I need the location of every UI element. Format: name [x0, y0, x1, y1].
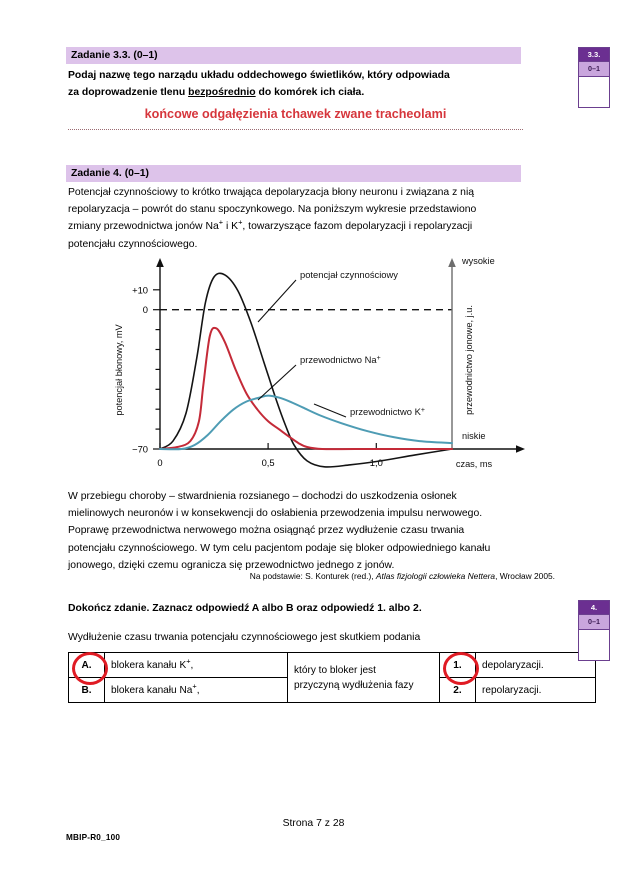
right-axis-high-label: wysokie [462, 256, 495, 266]
callout-line-sodium [258, 365, 296, 400]
curve-sodium-conductance [160, 328, 452, 449]
source-title: Atlas fizjologii człowieka Nettera [375, 571, 496, 581]
exam-sheet-code: MBIP-R0_100 [66, 833, 121, 842]
middle-clause-line-2: przyczyną wydłużenia fazy [294, 679, 414, 691]
y-tick-label-plus10: +10 [132, 284, 148, 296]
x-axis-arrow-icon [516, 445, 525, 453]
y-tick-label-minus70: −70 [132, 443, 148, 455]
x-tick-label-05: 0,5 [261, 457, 275, 468]
task-33-prompt-line-1: Podaj nazwę tego narządu układu oddechowego świetlików, który odpowiada [68, 70, 450, 81]
task-4-intro-line-3: zmiany przewodnictwa jonów Na+ i K+, towarzyszące fazom depolaryzacji i repolaryzacji [68, 217, 473, 233]
task-33-answer-line[interactable] [68, 129, 523, 130]
middle-clause [288, 653, 440, 703]
option-a-letter: A. [81, 659, 92, 671]
source-note [68, 570, 555, 583]
task-4-intro-line-1: Potencjał czynnościowy to krótko trwająca depolaryzacja błony neuronu i związana z nią [68, 187, 475, 198]
answer-table[interactable] [68, 652, 596, 703]
series-label-action-potential: potencjał czynnościowy [300, 269, 398, 280]
option-label-a[interactable] [69, 653, 105, 678]
task-33-header: Zadanie 3.3. (0–1) [66, 47, 521, 64]
series-label-sodium: przewodnictwo Na+ [300, 354, 381, 365]
option-2-number: 2. [453, 684, 462, 696]
task-4-body-line-2: mielinowych neuronów i w konsekwencji do osłabienia przewodzenia impulsu nerwowego. [68, 508, 483, 520]
middle-clause-line-1: który to bloker jest [294, 664, 376, 676]
source-prefix: Na podstawie: S. Konturek (red.), [249, 571, 376, 581]
y-tick-label-zero: 0 [142, 304, 148, 316]
score-award-field[interactable] [579, 630, 609, 660]
task-4-header: Zadanie 4. (0–1) [66, 165, 521, 182]
task-4-stem: Wydłużenie czasu trwania potencjału czynnościowego jest skutkiem podania [68, 632, 421, 643]
task-33-student-answer[interactable]: końcowe odgałęzienia tchawek zwane tracheolami [144, 107, 447, 121]
score-box-task-4 [578, 600, 610, 661]
task-4-instruction: Dokończ zdanie. Zaznacz odpowiedź A albo B oraz odpowiedź 1. albo 2. [68, 603, 422, 614]
chart-svg [100, 252, 570, 474]
option-2-text[interactable]: repolaryzacji. [476, 678, 596, 703]
x-tick-label-0: 0 [157, 457, 163, 468]
y-axis-ticks [153, 290, 160, 449]
score-task-range: 0–1 [579, 62, 609, 77]
right-axis-low-label: niskie [462, 431, 486, 441]
page-number: Strona 7 z 28 [282, 818, 345, 829]
prompt-part-b: do komórek ich ciała. [255, 87, 365, 99]
task-4-body-line-5: jonowego, dzięki czemu ogranicza się przewodnictwo jednego z jonów. [68, 559, 395, 571]
score-task-number: 4. [579, 601, 609, 615]
task-4-body-line-4: potencjału czynnościowego. W tym celu pacjentom podaje się bloker odpowiedniego kanału [68, 542, 491, 554]
option-1-number: 1. [453, 659, 462, 671]
task-4-intro-line-2: repolaryzacja – powrót do stanu spoczynkowego. Na poniższym wykresie przedstawiono [68, 204, 477, 216]
option-label-b[interactable] [69, 678, 105, 703]
option-1-text[interactable]: depolaryzacji. [476, 653, 596, 678]
x-axis-title: czas, ms [455, 459, 493, 469]
x-tick-label-10: 1,0 [369, 457, 383, 468]
prompt-emphasis: bezpośrednio [188, 87, 256, 99]
option-label-1[interactable] [440, 653, 476, 678]
score-task-number: 3.3. [579, 48, 609, 62]
option-label-2[interactable] [440, 678, 476, 703]
callout-line-action-potential [258, 280, 296, 322]
option-b-letter: B. [81, 684, 92, 696]
task-4-body-line-3: Poprawę przewodnictwa nerwowego można osiągnąć przez wydłużenie czasu trwania [68, 525, 465, 537]
prompt-part-a: za doprowadzenie tlenu [68, 87, 189, 99]
option-a-text[interactable]: blokera kanału K+, [105, 653, 288, 678]
source-suffix: , Wrocław 2005. [495, 571, 555, 581]
series-label-potassium: przewodnictwo K+ [350, 406, 425, 417]
score-award-field[interactable] [579, 77, 609, 107]
y-axis-arrow-icon [156, 258, 164, 267]
score-task-range: 0–1 [579, 615, 609, 630]
table-row[interactable] [69, 653, 596, 678]
task-4-body-line-1: W przebiegu choroby – stwardnienia rozsianego – dochodzi do uszkodzenia osłonek [68, 491, 457, 502]
curve-potassium-conductance [160, 396, 452, 450]
action-potential-chart [100, 252, 570, 474]
y-axis-right-arrow-icon [448, 258, 456, 267]
score-box-task-33 [578, 47, 610, 108]
y-axis-title-right: przewodnictwo jonowe, j.u. [464, 305, 474, 415]
y-axis-title-left: potencjał błonowy, mV [114, 324, 124, 416]
task-4-intro-line-4: potencjału czynnościowego. [68, 238, 198, 250]
task-33-prompt-line-2 [68, 84, 528, 101]
option-b-text[interactable]: blokera kanału Na+, [105, 678, 288, 703]
